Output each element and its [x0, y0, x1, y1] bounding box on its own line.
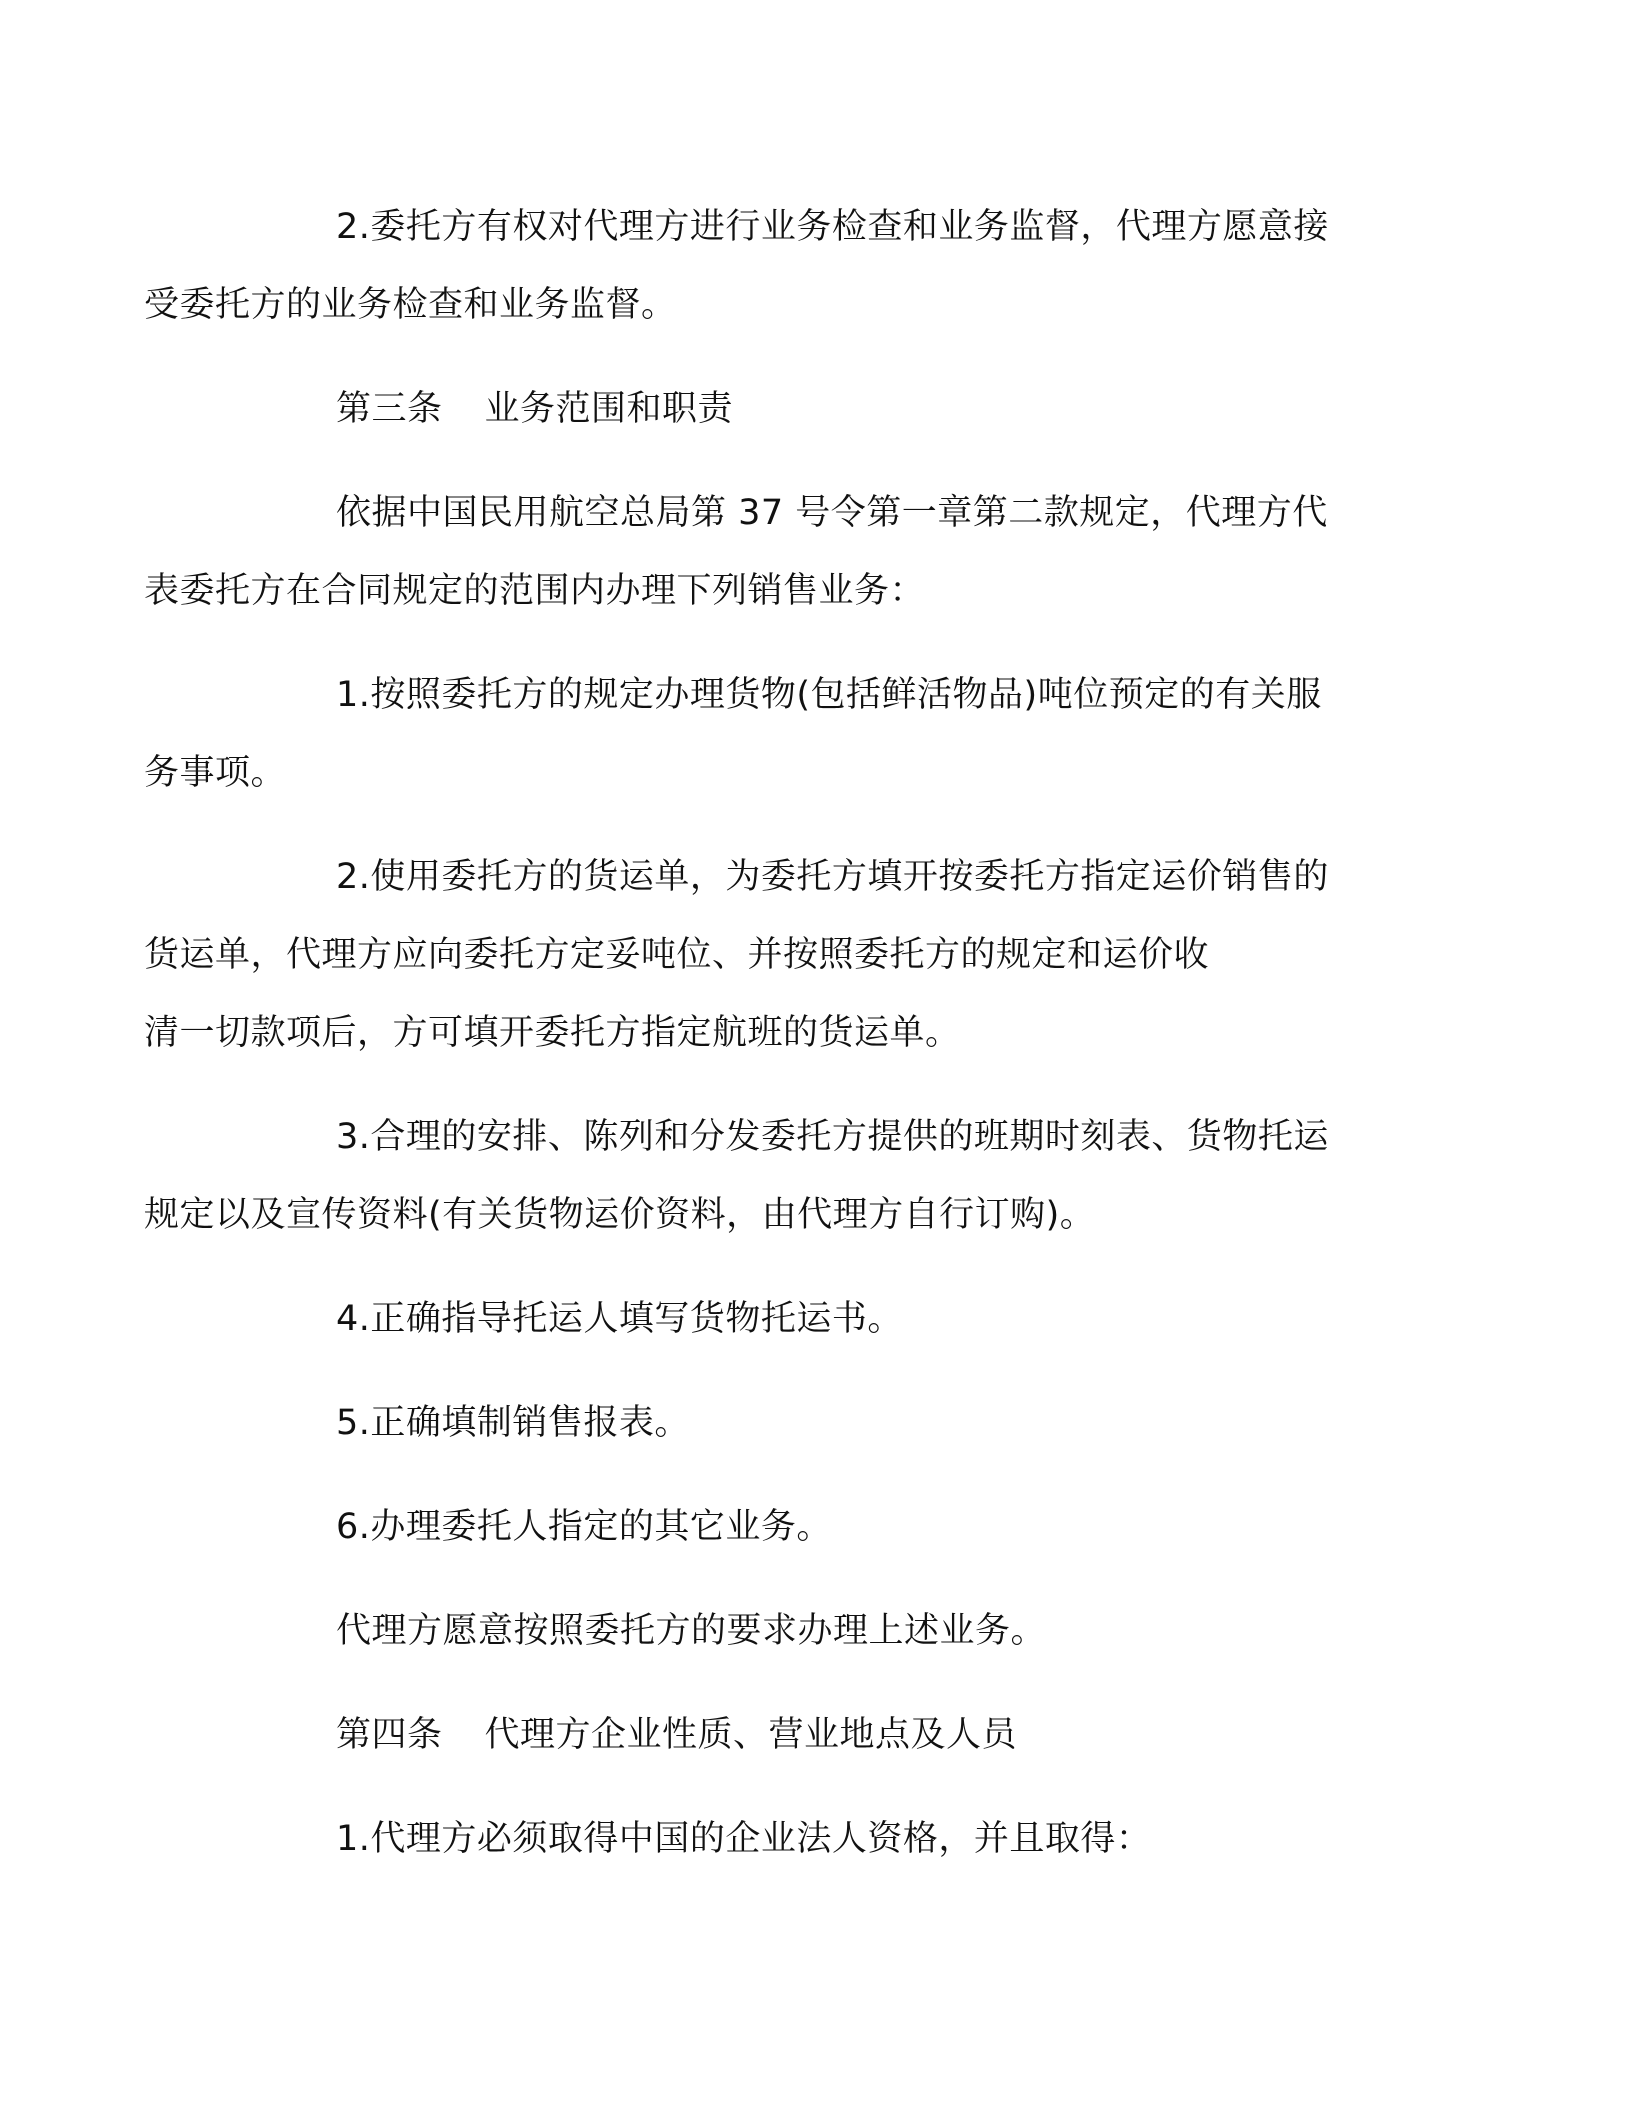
- text-line: 清一切款项后，方可填开委托方指定航班的货运单。: [144, 1013, 961, 1053]
- paragraph-regulation-basis: [144, 474, 1370, 630]
- paragraph-item-2: [144, 838, 1370, 1072]
- paragraph-item-1: [144, 656, 1370, 812]
- text-line: 代理方愿意按照委托方的要求办理上述业务。: [336, 1611, 1047, 1651]
- paragraph-item-6: [240, 1488, 1370, 1566]
- text-line: 4.正确指导托运人填写货物托运书。: [336, 1299, 903, 1339]
- text-line: 1.按照委托方的规定办理货物(包括鲜活物品)吨位预定的有关服: [336, 675, 1322, 715]
- text-line: 规定以及宣传资料(有关货物运价资料，由代理方自行订购)。: [144, 1195, 1096, 1235]
- paragraph-item-3: [144, 1098, 1370, 1254]
- text-line: 受委托方的业务检查和业务监督。: [144, 285, 677, 325]
- text-line: 2.委托方有权对代理方进行业务检查和业务监督，代理方愿意接: [336, 207, 1329, 247]
- paragraph-legal-entity: [240, 1800, 1370, 1878]
- article-number: 第四条: [336, 1715, 443, 1755]
- text-line: 表委托方在合同规定的范围内办理下列销售业务：: [144, 571, 926, 611]
- text-line: 货运单，代理方应向委托方定妥吨位、并按照委托方的规定和运价收: [144, 935, 1210, 975]
- paragraph-inspection-right: [144, 188, 1370, 344]
- text-line: 2.使用委托方的货运单，为委托方填开按委托方指定运价销售的: [336, 857, 1329, 897]
- article-title: 业务范围和职责: [484, 389, 734, 429]
- article-heading-4: [240, 1696, 1370, 1774]
- paragraph-item-5: [240, 1384, 1370, 1462]
- article-heading-3: [240, 370, 1370, 448]
- text-line: 1.代理方必须取得中国的企业法人资格，并且取得：: [336, 1819, 1152, 1859]
- text-line: 依据中国民用航空总局第 37 号令第一章第二款规定，代理方代: [336, 493, 1328, 533]
- text-line: 6.办理委托人指定的其它业务。: [336, 1507, 832, 1547]
- paragraph-item-4: [240, 1280, 1370, 1358]
- text-line: 5.正确填制销售报表。: [336, 1403, 690, 1443]
- paragraph-agent-willing: [240, 1592, 1370, 1670]
- text-line: 务事项。: [144, 753, 287, 793]
- article-title: 代理方企业性质、营业地点及人员: [484, 1715, 1018, 1755]
- article-number: 第三条: [336, 389, 443, 429]
- document-body: [144, 188, 1370, 1904]
- text-line: 3.合理的安排、陈列和分发委托方提供的班期时刻表、货物托运: [336, 1117, 1329, 1157]
